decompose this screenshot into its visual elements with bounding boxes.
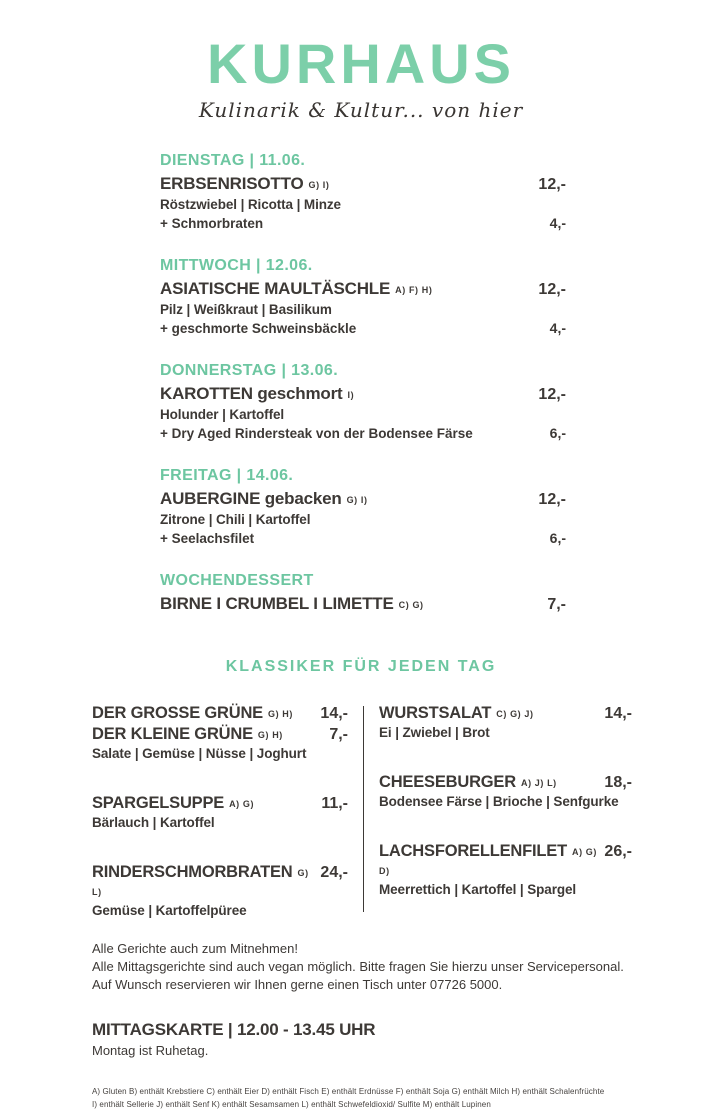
dish-description: Bodensee Färse | Brioche | Senfgurke	[379, 794, 619, 809]
dish-name	[160, 174, 330, 194]
dish-description: Salate | Gemüse | Nüsse | Joghurt	[92, 746, 307, 761]
header	[0, 0, 722, 122]
supplement-row	[160, 530, 566, 546]
dish-title: CHEESEBURGER	[379, 773, 516, 791]
note-reservation: Auf Wunsch reservieren wir Ihnen gerne einen Tisch unter 07726 5000.	[92, 976, 503, 992]
supplement-price: 6,-	[549, 425, 566, 441]
day-header: DONNERSTAG | 13.06.	[160, 362, 339, 379]
dish-name	[160, 594, 424, 614]
klassiker-right-column	[379, 704, 632, 918]
klassiker-title: KLASSIKER FÜR JEDEN TAG	[225, 658, 497, 675]
hours-title: MITTAGSKARTE | 12.00 - 13.45 UHR	[92, 1019, 376, 1039]
dish-row	[92, 863, 348, 901]
allergen-codes: A) G) D)	[379, 847, 597, 876]
allergen-codes: G) I)	[308, 180, 330, 190]
legend-line-1: A) Gluten B) enthält Krebstiere C) enthält Eier D) enthält Fisch E) enthält Erdnüsse F) enthält Soja G) enthält Milch H) enthält Schalenfrüchte	[92, 1086, 605, 1096]
dish-row	[379, 842, 632, 880]
dish-name	[379, 704, 534, 723]
dish-title: ERBSENRISOTTO	[160, 174, 304, 193]
dish-price: 11,-	[321, 795, 348, 812]
dish-title: DER GROSSE GRÜNE	[92, 704, 263, 722]
supplement-label: + Dry Aged Rindersteak von der Bodensee Färse	[160, 426, 473, 441]
dish-price: 18,-	[604, 774, 632, 791]
dish-price: 7,-	[329, 726, 348, 743]
service-notes	[92, 940, 640, 994]
dish-title: ASIATISCHE MAULTÄSCHLE	[160, 279, 391, 298]
column-divider	[363, 706, 364, 912]
allergen-legend	[92, 1086, 640, 1111]
day-section-mittwoch	[160, 257, 566, 336]
supplement-label: + Schmorbraten	[160, 216, 264, 231]
footer	[92, 940, 640, 1111]
allergen-codes: C) G) J)	[496, 709, 534, 719]
dish-row	[92, 794, 348, 813]
allergen-codes: G) H)	[268, 709, 293, 719]
tagline: Kulinarik & Kultur... von hier	[198, 98, 524, 122]
klassiker-item-lachsforellenfilet	[379, 842, 632, 897]
klassiker-columns	[92, 704, 632, 918]
dish-name	[379, 842, 604, 880]
dish-description: Röstzwiebel | Ricotta | Minze	[160, 197, 341, 212]
dish-name	[160, 489, 368, 509]
restaurant-logo: KURHAUS	[207, 32, 515, 95]
allergen-codes: A) F) H)	[395, 285, 433, 295]
note-vegan: Alle Mittagsgerichte sind auch vegan möglich. Bitte fragen Sie hierzu unser Servicepersonal.	[92, 958, 624, 974]
supplement-row	[160, 215, 566, 231]
dish-price: 24,-	[320, 864, 348, 881]
closed-note: Montag ist Ruhetag.	[92, 1042, 209, 1058]
dish-title: LACHSFORELLENFILET	[379, 842, 567, 860]
klassiker-item-rinderschmorbraten	[92, 863, 348, 918]
dish-row	[160, 174, 566, 194]
dish-price: 7,-	[547, 596, 566, 613]
supplement-price: 4,-	[549, 215, 566, 231]
day-section-dienstag	[160, 152, 566, 231]
allergen-codes: A) G)	[229, 799, 255, 809]
note-takeaway: Alle Gerichte auch zum Mitnehmen!	[92, 941, 298, 956]
allergen-codes: I)	[347, 390, 355, 400]
dish-row	[92, 725, 348, 744]
allergen-codes: G) L)	[92, 868, 309, 897]
klassiker-item-spargelsuppe	[92, 794, 348, 830]
legend-line-2: I) enthält Sellerie J) enthält Senf K) enthält Sesamsamen L) enthält Schwefeldioxid/ Sulfite M) enthält Lupinen	[92, 1099, 491, 1109]
dish-row	[160, 384, 566, 404]
supplement-row	[160, 425, 566, 441]
dish-row	[160, 594, 566, 614]
day-section-freitag	[160, 467, 566, 546]
dish-price: 12,-	[538, 176, 566, 193]
supplement-label: + Seelachsfilet	[160, 531, 255, 546]
weekly-menu	[160, 152, 566, 614]
allergen-codes: G) H)	[257, 730, 283, 740]
klassiker-left-column	[92, 704, 348, 918]
supplement-price: 4,-	[549, 320, 566, 336]
allergen-codes: G) I)	[346, 495, 368, 505]
dish-description: Ei | Zwiebel | Brot	[379, 725, 490, 740]
dish-description: Pilz | Weißkraut | Basilikum	[160, 302, 332, 317]
dish-price: 26,-	[604, 843, 632, 860]
dish-name	[379, 773, 557, 792]
dessert-section	[160, 572, 566, 614]
dish-title: AUBERGINE gebacken	[160, 489, 342, 508]
day-header: DIENSTAG | 11.06.	[160, 152, 306, 169]
dish-price: 14,-	[320, 705, 348, 722]
dish-title: KAROTTEN geschmort	[160, 384, 343, 403]
dish-name	[92, 863, 320, 901]
dish-price: 12,-	[538, 281, 566, 298]
dish-description: Gemüse | Kartoffelpüree	[92, 903, 247, 918]
dish-row	[160, 489, 566, 509]
dish-name	[160, 384, 354, 404]
day-section-donnerstag	[160, 362, 566, 441]
dish-price: 12,-	[538, 491, 566, 508]
allergen-codes: C) G)	[398, 600, 424, 610]
dish-title: DER KLEINE GRÜNE	[92, 725, 253, 743]
dish-row	[379, 773, 632, 792]
dish-description: Bärlauch | Kartoffel	[92, 815, 215, 830]
dish-title: RINDERSCHMORBRATEN	[92, 863, 293, 881]
dish-name	[92, 725, 283, 744]
allergen-codes: A) J) L)	[520, 778, 557, 788]
dish-description: Meerrettich | Kartoffel | Spargel	[379, 882, 577, 897]
supplement-row	[160, 320, 566, 336]
dish-description: Zitrone | Chili | Kartoffel	[160, 512, 311, 527]
dish-title: SPARGELSUPPE	[92, 794, 225, 812]
dish-title: WURSTSALAT	[379, 704, 492, 722]
dish-price: 12,-	[538, 386, 566, 403]
dish-name	[92, 794, 254, 813]
supplement-price: 6,-	[549, 530, 566, 546]
day-header: FREITAG | 14.06.	[160, 467, 294, 484]
dessert-header: WOCHENDESSERT	[160, 572, 314, 589]
day-header: MITTWOCH | 12.06.	[160, 257, 313, 274]
supplement-label: + geschmorte Schweinsbäckle	[160, 321, 357, 336]
dish-row	[379, 704, 632, 723]
dish-name	[160, 279, 432, 299]
dish-row	[92, 704, 348, 723]
klassiker-item-cheeseburger	[379, 773, 632, 809]
dish-description: Holunder | Kartoffel	[160, 407, 285, 422]
dish-row	[160, 279, 566, 299]
klassiker-item-gruene	[92, 704, 348, 761]
dish-price: 14,-	[604, 705, 632, 722]
dish-title: BIRNE I CRUMBEL I LIMETTE	[160, 594, 394, 613]
dish-name	[92, 704, 293, 723]
klassiker-item-wurstsalat	[379, 704, 632, 740]
